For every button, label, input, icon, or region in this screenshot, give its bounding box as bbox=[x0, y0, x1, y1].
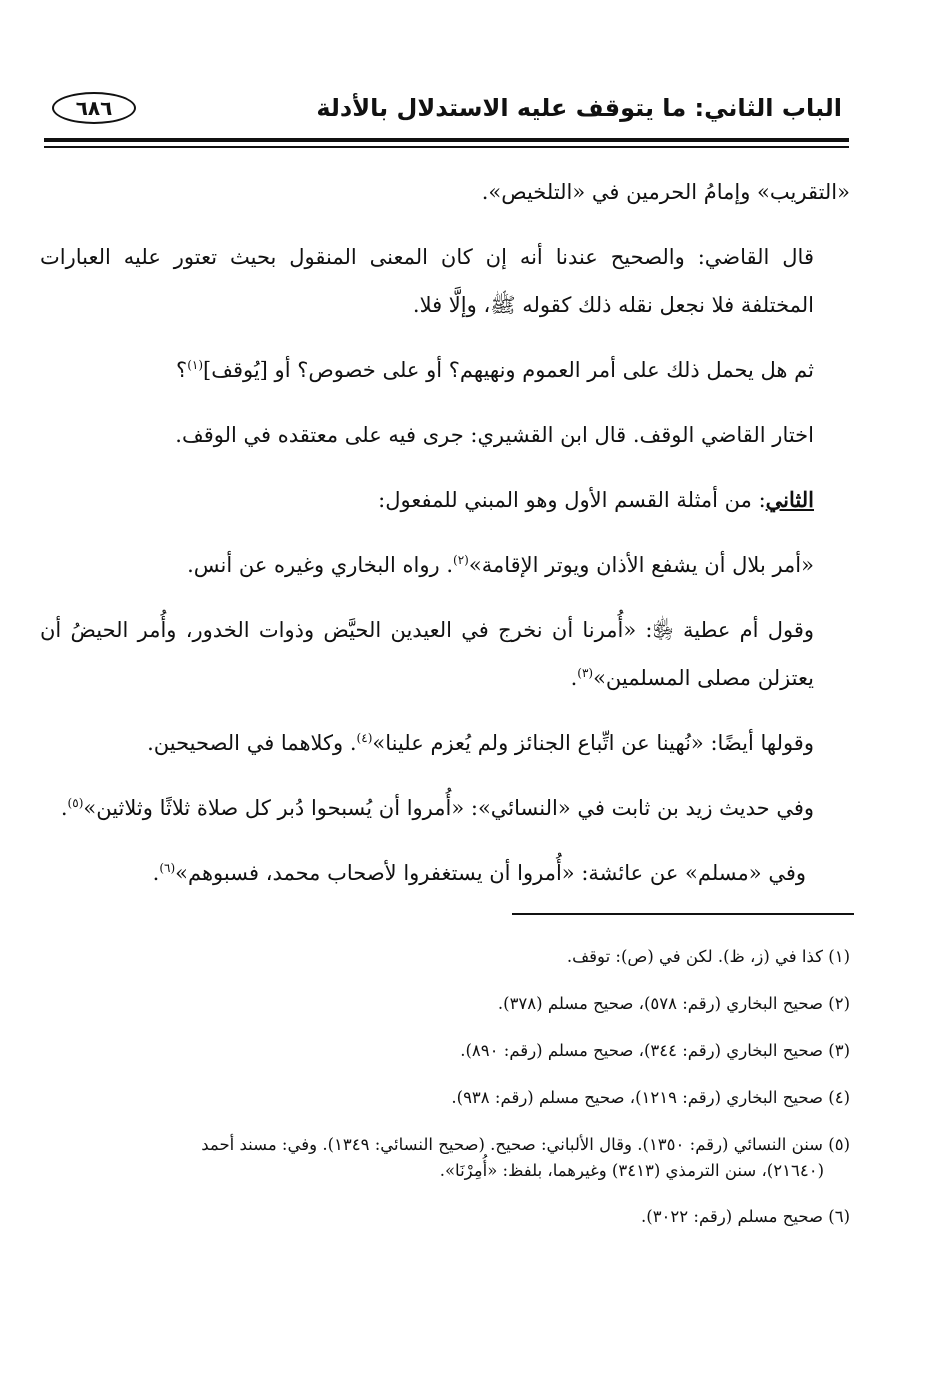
footnote-5: (٥) سنن النسائي (رقم: ١٣٥٠). وقال الألباني: صحيح. (صحيح النسائي: ١٣٤٩). وفي: مسند أحمد (٢١٦٤٠)، سنن الترمذي (٣٤١٣) وغيرهما، بلفظ: «أُمِرْنَا». bbox=[42, 1132, 850, 1204]
footnote-separator bbox=[512, 913, 854, 915]
paragraph-2: قال القاضي: والصحيح عندنا أنه إن كان المعنى المنقول بحيث تعتور عليه العبارات المختلفة فلا نجعل نقله ذلك كقوله ﷺ، وإلَّا فلا. bbox=[40, 245, 814, 317]
main-text bbox=[40, 168, 850, 914]
paragraph-3: ثم هل يحمل ذلك على أمر العموم ونهيهم؟ أو على خصوص؟ أو [يُوقف]$^{(١)}$؟ bbox=[176, 358, 814, 382]
paragraph-6: «أمر بلال أن يشفع الأذان ويوتر الإقامة»$^{(٢)}$. رواه البخاري وغيره عن أنس. bbox=[187, 553, 814, 577]
footnote-ref-6[interactable]: (٦) bbox=[159, 861, 176, 875]
footnote-5-continuation: (٢١٦٤٠)، سنن الترمذي (٣٤١٣) وغيرهما، بلفظ: «أُمِرْنَا». bbox=[439, 1161, 824, 1180]
paragraph-9: وفي حديث زيد بن ثابت في «النسائي»: «أُمروا أن يُسبحوا دُبر كل صلاة ثلاثًا وثلاثين»$^{(٥)}$. bbox=[60, 796, 814, 820]
footnote-6: (٦) صحيح مسلم (رقم: ٣٠٢٢). bbox=[641, 1207, 850, 1226]
paragraph-1: «التقريب» وإمامُ الحرمين في «التلخيص». bbox=[481, 180, 850, 204]
footnote-ref-1[interactable]: (١) bbox=[187, 358, 204, 372]
footnote-2: (٢) صحيح البخاري (رقم: ٥٧٨)، صحيح مسلم (٣٧٨). bbox=[497, 994, 850, 1013]
paragraph-8: وقولها أيضًا: «نُهينا عن اتِّباع الجنائز ولم يُعزم علينا»$^{(٤)}$. وكلاهما في الصحيحين. bbox=[147, 731, 814, 755]
footnote-3: (٣) صحيح البخاري (رقم: ٣٤٤)، صحيح مسلم (رقم: ٨٩٠). bbox=[460, 1041, 850, 1060]
page-number-badge: ٦٨٦ bbox=[52, 92, 136, 124]
chapter-title: الباب الثاني: ما يتوقف عليه الاستدلال بالأدلة bbox=[316, 94, 842, 122]
footnote-ref-3[interactable]: (٣) bbox=[577, 666, 594, 680]
running-header bbox=[52, 88, 842, 134]
footnotes bbox=[42, 944, 850, 1251]
section-heading: الثاني bbox=[765, 487, 814, 512]
footnote-1: (١) كذا في (ز، ظ). لكن في (ص): توقف. bbox=[566, 947, 850, 966]
header-rule-thin bbox=[44, 146, 849, 148]
paragraph-7: وقول أم عطية ﵂: «أُمرنا أن نخرج في العيدين الحيَّض وذوات الخدور، وأُمر الحيضُ أن يعتزلن مصلى المسلمين»$^{(٣)}$. bbox=[40, 618, 814, 690]
footnote-ref-4[interactable]: (٤) bbox=[356, 731, 373, 745]
paragraph-10: وفي «مسلم» عن عائشة: «أُمروا أن يستغفروا لأصحاب محمد، فسبوهم»$^{(٦)}$. bbox=[152, 861, 806, 885]
footnote-ref-2[interactable]: (٢) bbox=[453, 553, 469, 567]
footnote-4: (٤) صحيح البخاري (رقم: ١٢١٩)، صحيح مسلم (رقم: ٩٣٨). bbox=[451, 1088, 850, 1107]
paragraph-4: اختار القاضي الوقف. قال ابن القشيري: جرى فيه على معتقده في الوقف. bbox=[175, 423, 814, 447]
paragraph-5: الثاني: من أمثلة القسم الأول وهو المبني للمفعول: bbox=[378, 487, 814, 512]
footnote-ref-5[interactable]: (٥) bbox=[67, 796, 84, 810]
header-rule-thick bbox=[44, 138, 849, 142]
